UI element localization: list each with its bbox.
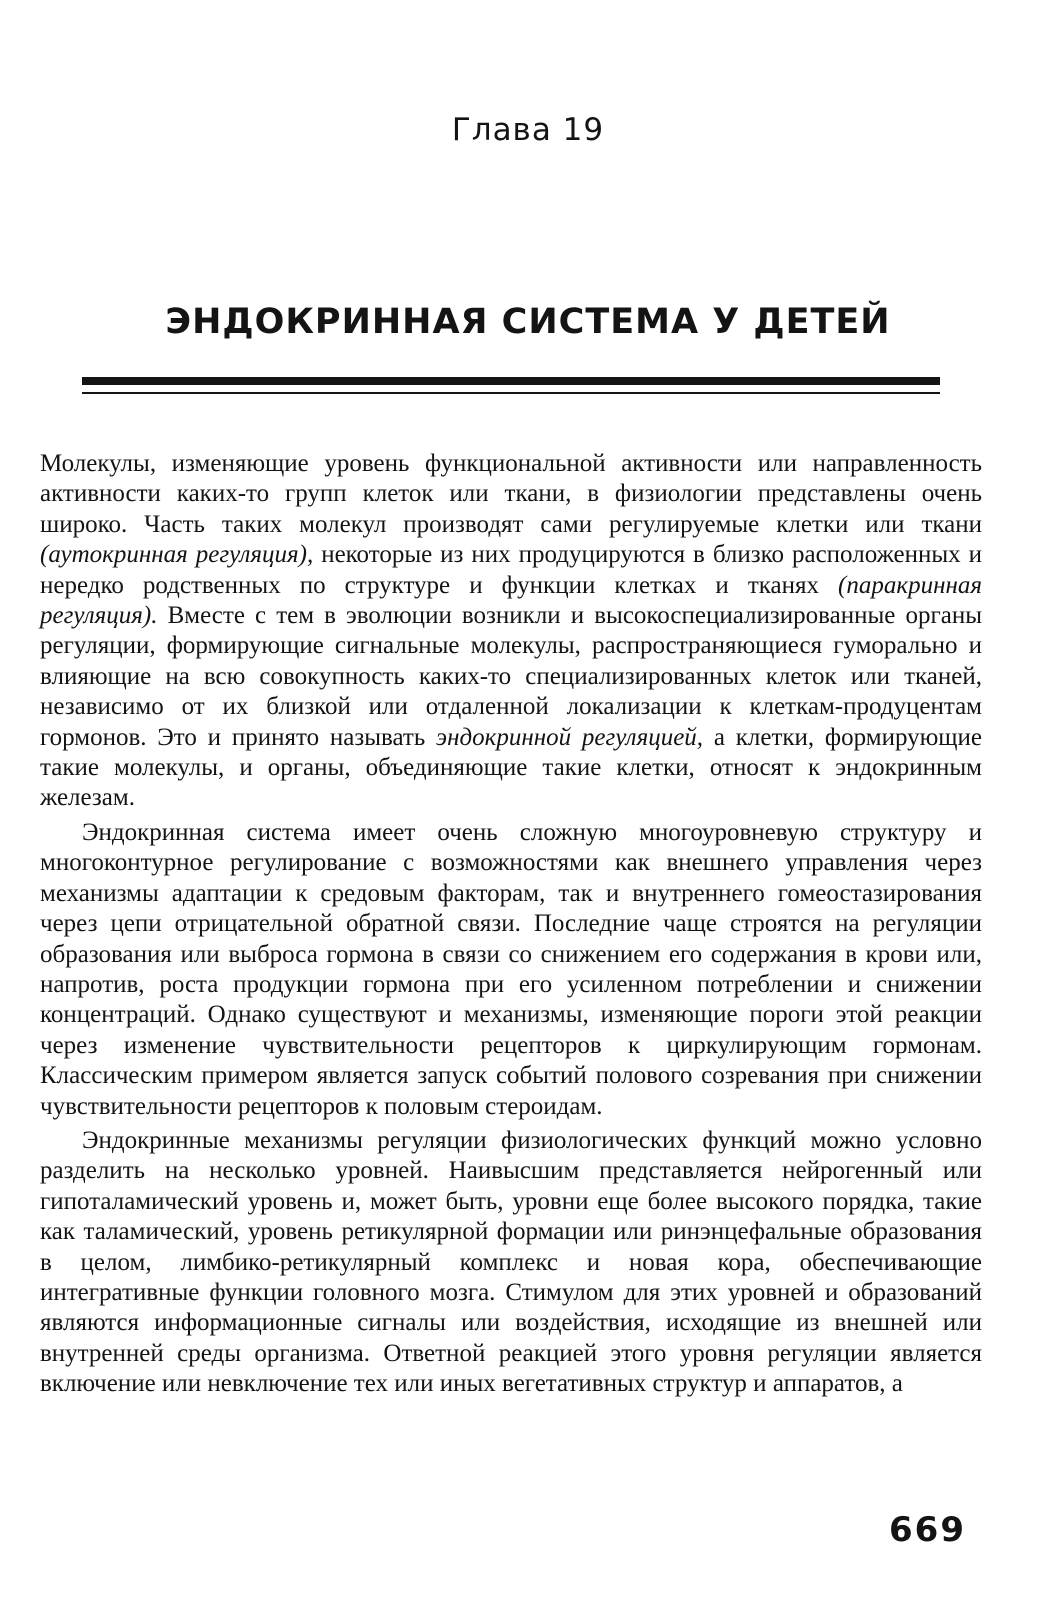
- paragraph-1-text-1: Молекулы, изменяющие уровень функциональной активности или направленность активности каких-то групп клеток или ткани, в физиологии представлены очень широко. Часть таких молекул производят сами регулируемые клетки или ткани: [40, 450, 982, 538]
- term-paracrine: (паракринная регуляция).: [40, 571, 982, 630]
- title-rule-thin: [82, 392, 940, 394]
- title-rule-thick: [82, 377, 940, 385]
- body-text: [40, 449, 982, 1404]
- page-number: 669: [889, 1510, 966, 1550]
- paragraph-3: Эндокринные механизмы регуляции физиологических функций можно условно разделить на несколько уровней. Наивысшим представляется нейрогенный или гипоталамический уровень и, может быть, уровни еще более высокого порядка, такие как таламический, уровень ретикулярной формации или ринэнцефальные образования в целом, лимбико-ретикулярный комплекс и новая кора, обеспечивающие интегративные функции головного мозга. Стимулом для этих уровней и образований являются информационные сигналы или воздействия, исходящие из внешней или внутренней среды организма. Ответной реакцией этого уровня регуляции является включение или невключение тех или иных вегетативных структур и аппаратов, а: [40, 1126, 982, 1398]
- term-endocrine: эндокринной регуляцией,: [436, 723, 704, 751]
- paragraph-1-text-2: некоторые из них продуцируются в близко расположенных и нередко родственных по структуре и функции клетках и тканях: [40, 541, 983, 599]
- term-autocrine: (аутокринная регуляция),: [40, 541, 314, 569]
- paragraph-1-text-4: а клетки, формирующие такие молекулы, и органы, объединяющие такие клетки, относят к эндокринным железам.: [40, 723, 983, 812]
- chapter-label: Глава 19: [451, 112, 605, 148]
- paragraph-1-text-3: Вместе с тем в эволюции возникли и высокоспециализированные органы регуляции, формирующие сигнальные молекулы, распространяющиеся гуморально и влияющие на всю совокупность каких-то специализированных клеток или тканей, независимо от их близкой или отдаленной локализации к клеткам-продуцентам гормонов. Это и принято называть: [40, 602, 983, 751]
- chapter-title: ЭНДОКРИННАЯ СИСТЕМА У ДЕТЕЙ: [165, 302, 891, 342]
- paragraph-2: Эндокринная система имеет очень сложную многоуровневую структуру и многоконтурное регулирование с возможностями как внешнего управления через механизмы адаптации к средовым факторам, так и внутреннего гомеостазирования через цепи отрицательной обратной связи. Последние чаще строятся на регуляции образования или выброса гормона в связи со снижением его содержания в крови или, напротив, роста продукции гормона при его усиленном потреблении и снижении концентраций. Однако существуют и механизмы, изменяющие пороги этой реакции через изменение чувствительности рецепторов к циркулирующим гормонам. Классическим примером является запуск событий полового созревания при снижении чувствительности рецепторов к половым стероидам.: [40, 818, 982, 1120]
- paragraph-1: [40, 449, 982, 814]
